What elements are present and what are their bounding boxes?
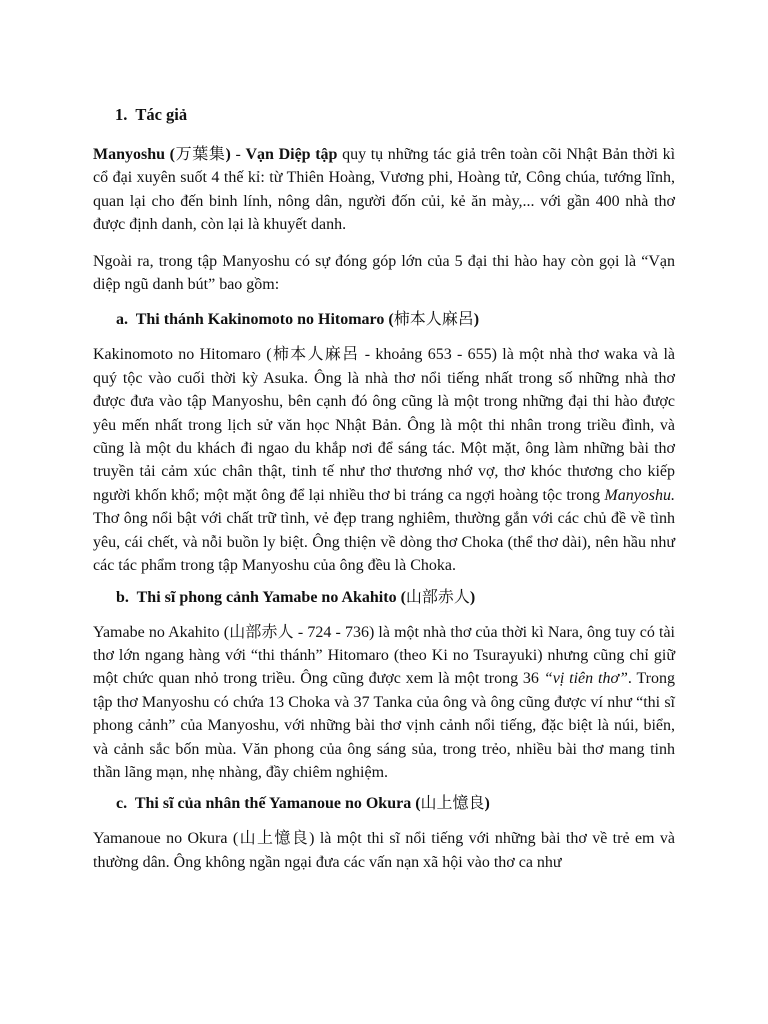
document-content	[93, 104, 675, 887]
heading-section-a: a. Thi thánh Kakinomoto no Hitomaro (柿本人麻呂)	[116, 311, 480, 329]
paragraph-akahito	[93, 621, 675, 785]
section-b-title: Thi sĩ phong cảnh Yamabe no Akahito	[136, 588, 397, 606]
akahito-italic: “vị tiên thơ”	[543, 670, 628, 688]
heading-authors	[115, 104, 675, 126]
section-a-kanji: 柿本人麻呂	[393, 311, 474, 329]
hitomaro-text-end: Thơ ông nổi bật với chất trữ tình, vẻ đẹp trang nghiêm, thường gắn với các chủ đề về tình yêu, cái chết, và nỗi buồn ly biệt. Ông thiện về dòng thơ Choka (thể thơ dài), nên hầu như các tác phẩm trong tập Manyoshu của ông đều là Choka.	[93, 510, 675, 575]
section-b-label: b.	[116, 588, 129, 606]
section-c-title: Thi sĩ của nhân thế Yamanoue no Okura	[134, 795, 412, 813]
section-c-label: c.	[116, 795, 128, 813]
term-manyoshu: Manyoshu	[93, 146, 166, 163]
viet-name: Vạn Diệp tập	[245, 146, 338, 163]
heading-title: Tác giả	[135, 105, 188, 124]
hitomaro-text-start: Kakinomoto no Hitomaro (柿本人麻呂 - khoảng 653 - 655) là một nhà thơ waka và là quý tộc vào cuối thời kỳ Asuka. Ông là nhà thơ nổi tiếng nhất trong số những nhà thơ được đưa vào tập Manyoshu, bên cạnh đó ông cũng là một trong những đại thi hào được yêu mến nhất trong lịch sử văn học Nhật Bản. Ông là một thi nhân trong triều đình, và cũng là một du khách đi ngao du khắp nơi để sáng tác. Một mặt, ông làm những bài thơ truyền tải cảm xúc chân thật, tinh tế như thơ thương nhớ vợ, thơ khóc thương cho kiếp người khốn khổ; một mặt ông để lại nhiều thơ bi tráng ca ngợi hoàng tộc trong	[93, 346, 675, 504]
heading-number: 1.	[115, 105, 128, 124]
section-c-kanji: 山上憶良	[420, 795, 485, 813]
kanji-manyoshu: 万葉集	[175, 146, 226, 163]
section-a-label: a.	[116, 311, 128, 329]
heading-section-c: c. Thi sĩ của nhân thế Yamanoue no Okura (山上憶良)	[116, 795, 490, 813]
paragraph-okura: Yamanoue no Okura (山上憶良) là một thi sĩ nổi tiếng với những bài thơ về trẻ em và thường dân. Ông không ngần ngại đưa các vấn nạn xã hội vào thơ ca như	[93, 830, 675, 871]
paragraph-besides: Ngoài ra, trong tập Manyoshu có sự đóng góp lớn của 5 đại thi hào hay còn gọi là “Vạn diệp ngũ danh bút” bao gồm:	[93, 252, 675, 294]
hitomaro-italic: Manyoshu.	[604, 486, 676, 504]
paragraph-hitomaro	[93, 343, 675, 577]
akahito-text-start: Yamabe no Akahito (山部赤人 - 724 - 736) là một nhà thơ của thời kì Nara, ông tuy có tài thơ lớn ngang hàng với “thi thánh” Hitomaro (theo Ki no Tsurayuki) nhưng cũng chỉ giữ một chức quan nhỏ trong triều. Ông cũng được xem là một trong 36	[93, 623, 675, 688]
akahito-text-end: . Trong tập thơ Manyoshu có chứa 13 Choka và 37 Tanka của ông và ông cũng được ví như “thi sĩ phong cảnh” của Manyoshu, với những bài thơ vịnh cảnh nổi tiếng, đặc biệt là núi, biển, và cảnh sắc bốn mùa. Văn phong của ông sáng sủa, trong trẻo, nhiều bài thơ mang tinh thần lãng mạn, nhẹ nhàng, đầy chiêm nghiệm.	[93, 670, 676, 781]
intro-text: quy tụ những tác giả trên toàn cõi Nhật Bản thời kì cổ đại xuyên suốt 4 thế kỉ: từ Thiên Hoàng, Vương phi, Hoàng tử, Công chúa, tướng lĩnh, quan lại cho đến binh lính, nông dân, người đốn củi, kẻ ăn mày,... với gần 400 nhà thơ được định danh, còn lại là khuyết danh.	[93, 146, 676, 234]
paragraph-intro: Manyoshu (万葉集) - Vạn Diệp tập quy tụ những tác giả trên toàn cõi Nhật Bản thời kì cổ đại xuyên suốt 4 thế kỉ: từ Thiên Hoàng, Vương phi, Hoàng tử, Công chúa, tướng lĩnh, quan lại cho đến binh lính, nông dân, người đốn củi, kẻ ăn mày,... với gần 400 nhà thơ được định danh, còn lại là khuyết danh.	[93, 146, 676, 234]
section-a-title: Thi thánh Kakinomoto no Hitomaro	[135, 311, 385, 329]
section-b-kanji: 山部赤人	[405, 588, 470, 606]
heading-section-b: b. Thi sĩ phong cảnh Yamabe no Akahito (山部赤人)	[116, 588, 476, 606]
